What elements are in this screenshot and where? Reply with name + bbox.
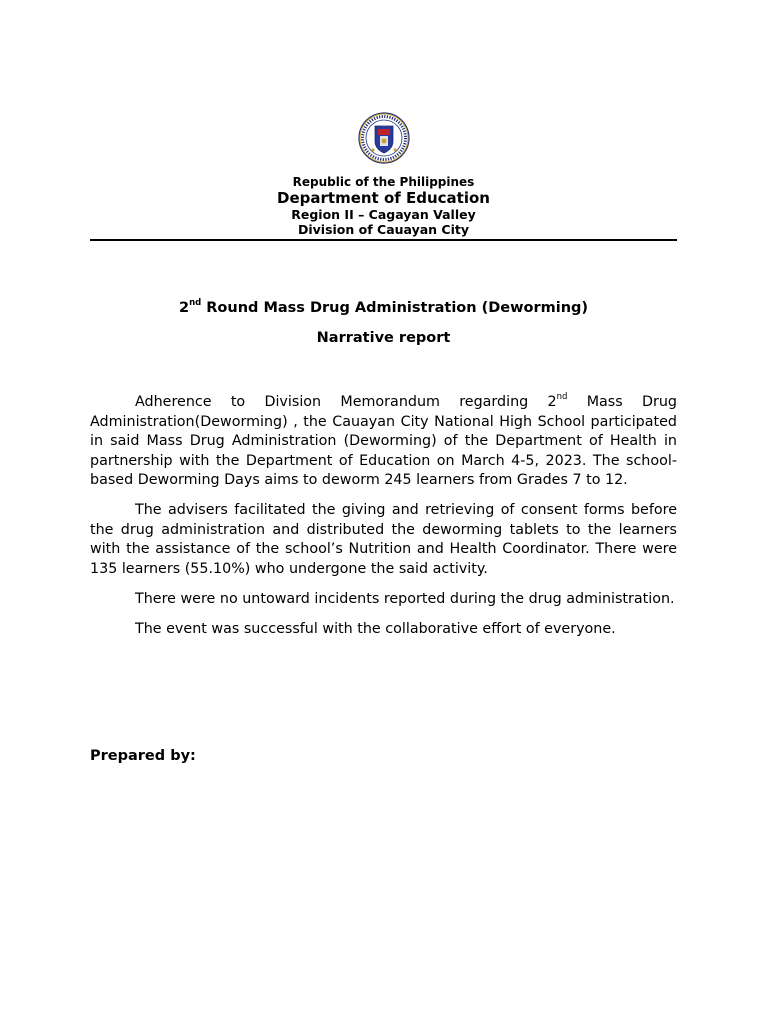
header-republic: Republic of the Philippines — [292, 175, 475, 189]
report-body — [90, 393, 677, 650]
header-division: Division of Cauayan City — [297, 222, 469, 237]
header-divider — [90, 239, 677, 241]
paragraph-1-superscript: nd — [556, 392, 568, 403]
paragraph-2: The advisers facilitated the giving and retrieving of consent forms before the drug administration and distributed the deworming tablets to the learners with the assistance of the school’s Nutrition and Health Coordinator. There were 135 learners (55.10%) who undergone the said activity. — [90, 502, 677, 577]
paragraph-1-end: Mass Drug Administration(Deworming) , the Cauayan City National High School participated in said Mass Drug Administration (Deworming) of the Department of Health in partnership with the Department of Education on March 4-5, 2023. The school-based Deworming Days aims to deworm 245 learners from Grades 7 to 12. — [90, 394, 678, 488]
title-ordinal: 2 — [178, 300, 190, 316]
header-department: Department of Education — [277, 189, 490, 207]
header-region: Region II – Cagayan Valley — [291, 207, 476, 222]
paragraph-4: The event was successful with the collaborative effort of everyone. — [135, 620, 616, 637]
report-subtitle: Narrative report — [316, 330, 451, 346]
paragraph-3: There were no untoward incidents reported during the drug administration. — [135, 590, 675, 607]
deped-seal-logo — [358, 112, 410, 164]
prepared-by-label: Prepared by: — [90, 748, 196, 764]
title-main: Round Mass Drug Administration (Deworming) — [201, 300, 589, 316]
paragraph-1-start: Adherence to Division Memorandum regarding 2 — [135, 394, 557, 410]
report-title — [90, 300, 677, 316]
title-ordinal-suffix: nd — [189, 298, 202, 309]
paragraph-1 — [90, 393, 677, 491]
